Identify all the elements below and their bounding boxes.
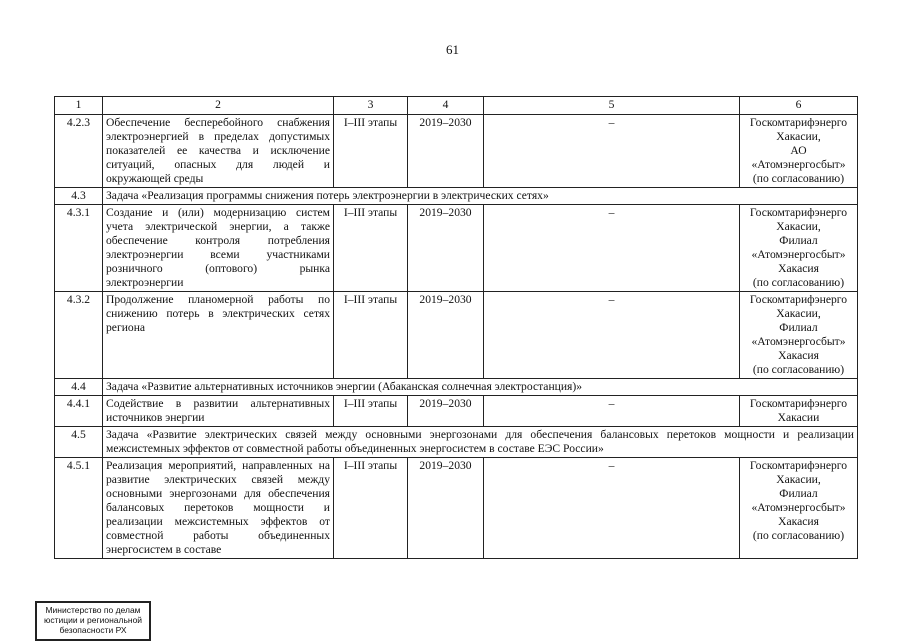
executor-line: Хакасия [778,349,819,362]
executor-line: (по согласованию) [752,276,845,289]
executor-line: Филиал [779,321,818,334]
executor-line: Госкомтарифэнерго [749,116,848,129]
ministry-stamp [35,601,151,641]
measures-table [54,96,858,559]
row-number: 4.3.2 [55,292,103,379]
col5-cell: – [484,205,740,292]
stamp-line: юстиции и региональной [43,615,143,625]
measure-description: Создание и (или) модернизацию систем учета электрической энергии, а также обеспечение контроля потребления электроэнергии всеми участниками розничного (оптового) рынка электроэнергии [103,205,334,292]
executor-line: «Атомэнергосбыт» [751,158,846,171]
measure-description: Реализация мероприятий, направленных на развитие электрических связей между основными энергозонами для обеспечения балансовых перетоков мощности и реализации межсистемных эффектов от совместной работы объединенных энергосистем в составе [103,458,334,559]
period-cell: 2019–2030 [408,205,484,292]
col5-cell: – [484,396,740,427]
executor-line: (по согласованию) [752,363,845,376]
executor-line: «Атомэнергосбыт» [751,501,846,514]
row-number: 4.5 [55,427,103,458]
executor-line: «Атомэнергосбыт» [751,335,846,348]
stage-cell: I–III этапы [334,292,408,379]
task-row [55,379,858,396]
header-cell: 4 [408,97,484,115]
task-title: Задача «Развитие электрических связей между основными энергозонами для обеспечения балансовых перетоков мощности и реализации межсистемных эффектов от совместной работы объединенных энергосистем в составе ЕЭС России» [103,427,858,458]
page-number: 61 [446,42,459,57]
executor-line: Хакасия [778,262,819,275]
col5-cell: – [484,115,740,188]
executor-line: Госкомтарифэнерго [749,459,848,472]
executor-line: Хакасии [777,411,820,424]
period-cell: 2019–2030 [408,396,484,427]
executor-line: АО [790,144,807,157]
executor-line: (по согласованию) [752,529,845,542]
table-row [55,458,858,559]
stage-cell: I–III этапы [334,396,408,427]
row-number: 4.5.1 [55,458,103,559]
stage-cell: I–III этапы [334,458,408,559]
executor-cell [740,115,858,188]
executor-cell [740,396,858,427]
executor-line: Филиал [779,234,818,247]
table-row [55,396,858,427]
stamp-line: Министерство по делам [45,605,141,615]
measure-description: Обеспечение бесперебойного снабжения электроэнергией в пределах допустимых показателей ее качества и исключение ситуаций, опасных для людей и окружающей среды [103,115,334,188]
executor-cell [740,205,858,292]
measure-description: Продолжение планомерной работы по снижению потерь в электрических сетях региона [103,292,334,379]
row-number: 4.4 [55,379,103,396]
header-cell: 5 [484,97,740,115]
measure-description: Содействие в развитии альтернативных источников энергии [103,396,334,427]
executor-line: «Атомэнергосбыт» [751,248,846,261]
executor-line: (по согласованию) [752,172,845,185]
executor-line: Госкомтарифэнерго [749,206,848,219]
executor-line: Филиал [779,487,818,500]
executor-line: Хакасии, [776,130,821,143]
col5-cell: – [484,292,740,379]
col5-cell: – [484,458,740,559]
period-cell: 2019–2030 [408,115,484,188]
executor-line: Хакасии, [776,473,821,486]
row-number: 4.4.1 [55,396,103,427]
header-cell: 2 [103,97,334,115]
stamp-line: безопасности РХ [59,625,127,635]
executor-cell [740,458,858,559]
period-cell: 2019–2030 [408,458,484,559]
row-number: 4.3 [55,188,103,205]
row-number: 4.2.3 [55,115,103,188]
header-row [55,97,858,115]
executor-line: Госкомтарифэнерго [749,293,848,306]
task-row [55,188,858,205]
period-cell: 2019–2030 [408,292,484,379]
row-number: 4.3.1 [55,205,103,292]
table-row [55,115,858,188]
header-cell: 3 [334,97,408,115]
task-title: Задача «Реализация программы снижения потерь электроэнергии в электрических сетях» [103,188,858,205]
stage-cell: I–III этапы [334,205,408,292]
stage-cell: I–III этапы [334,115,408,188]
table-row [55,292,858,379]
table-row [55,205,858,292]
header-cell: 1 [55,97,103,115]
executor-line: Госкомтарифэнерго [749,397,848,410]
executor-line: Хакасия [778,515,819,528]
executor-line: Хакасии, [776,220,821,233]
header-cell: 6 [740,97,858,115]
executor-line: Хакасии, [776,307,821,320]
task-row [55,427,858,458]
executor-cell [740,292,858,379]
task-title: Задача «Развитие альтернативных источников энергии (Абаканская солнечная электростанция)» [103,379,858,396]
